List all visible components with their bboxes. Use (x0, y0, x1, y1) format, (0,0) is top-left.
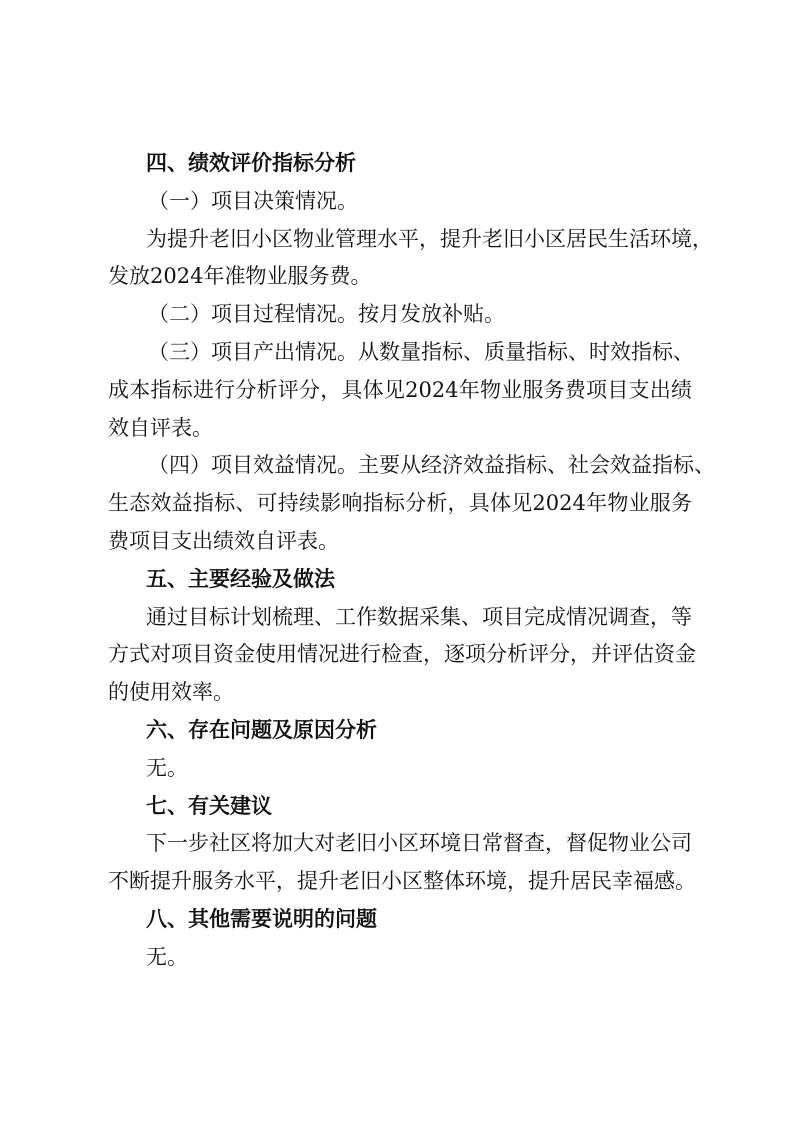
paragraph-line: 通过目标计划梳理、工作数据采集、项目完成情况调查，等 (146, 604, 692, 629)
document-page (108, 145, 715, 977)
subsection-decision: （一）项目决策情况。 (148, 188, 358, 213)
subsection-benefit: （四）项目效益情况。主要从经济效益指标、社会效益指标、 (148, 453, 715, 478)
paragraph-line: 效自评表。 (108, 415, 213, 440)
paragraph-line: 成本指标进行分析评分，具体见2024年物业服务费项目支出绩 (108, 377, 692, 402)
section-heading-7: 七、有关建议 (146, 793, 272, 818)
paragraph-line: 无。 (146, 944, 188, 969)
paragraph-line: 方式对项目资金使用情况进行检查，逐项分析评分，并评估资金 (108, 642, 696, 667)
paragraph-line: 费项目支出绩效自评表。 (108, 528, 339, 553)
subsection-process: （二）项目过程情况。按月发放补贴。 (148, 302, 505, 327)
paragraph-line: 为提升老旧小区物业管理水平，提升老旧小区居民生活环境， (146, 226, 713, 251)
paragraph-line: 发放2024年准物业服务费。 (108, 264, 372, 289)
section-heading-6: 六、存在问题及原因分析 (146, 717, 377, 742)
section-heading-5: 五、主要经验及做法 (146, 566, 335, 591)
subsection-output: （三）项目产出情况。从数量指标、质量指标、时效指标、 (148, 339, 694, 364)
paragraph-line: 的使用效率。 (108, 680, 234, 705)
paragraph-line: 生态效益指标、可持续影响指标分析，具体见2024年物业服务 (108, 491, 692, 516)
section-heading-8: 八、其他需要说明的问题 (146, 906, 377, 931)
paragraph-line: 无。 (146, 755, 188, 780)
section-heading-4: 四、绩效评价指标分析 (146, 151, 356, 175)
paragraph-line: 下一步社区将加大对老旧小区环境日常督查，督促物业公司 (146, 831, 692, 856)
paragraph-line: 不断提升服务水平，提升老旧小区整体环境，提升居民幸福感。 (108, 869, 696, 894)
